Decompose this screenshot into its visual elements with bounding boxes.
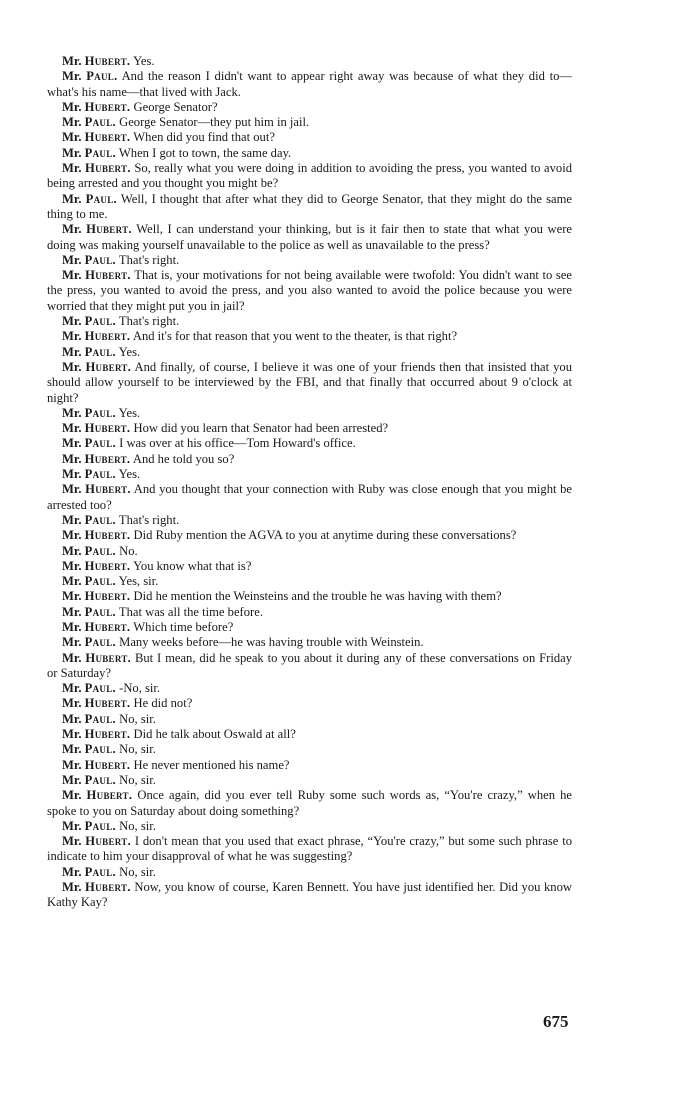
speaker-title: Mr.	[62, 528, 82, 543]
speech-text: Many weeks before—he was having trouble with Weinstein.	[119, 635, 424, 650]
speaker-title: Mr.	[62, 222, 82, 237]
speaker-name: Paul.	[84, 512, 116, 527]
speaker-title: Mr.	[62, 757, 82, 772]
speaker-name: Paul.	[84, 742, 116, 757]
testimony-paragraph	[47, 482, 572, 513]
testimony-paragraph	[47, 406, 572, 421]
speaker-title: Mr.	[62, 130, 82, 145]
testimony-paragraph	[47, 345, 572, 360]
testimony-paragraph	[47, 528, 572, 543]
testimony-paragraph	[47, 712, 572, 727]
testimony-paragraph	[47, 635, 572, 650]
speaker-name: Hubert.	[84, 329, 131, 344]
speaker-title: Mr.	[62, 772, 82, 787]
speaker-title: Mr.	[62, 834, 82, 849]
testimony-paragraph	[47, 865, 572, 880]
speaker-title: Mr.	[62, 314, 82, 329]
speaker-title: Mr.	[62, 742, 82, 757]
speaker-name: Hubert.	[86, 222, 132, 237]
speech-text: Yes.	[133, 54, 155, 68]
testimony-paragraph	[47, 314, 572, 329]
testimony-paragraph	[47, 758, 572, 773]
speech-text: And he told you so?	[132, 451, 235, 466]
speech-text: That's right.	[118, 512, 180, 527]
speaker-name: Paul.	[84, 115, 116, 130]
speech-text: That's right.	[118, 314, 180, 329]
speaker-title: Mr.	[62, 405, 82, 420]
speaker-name: Paul.	[84, 543, 116, 558]
speaker-name: Hubert.	[84, 757, 131, 772]
speaker-name: Paul.	[84, 864, 116, 879]
speaker-name: Hubert.	[84, 589, 131, 604]
speech-text: George Senator?	[133, 99, 218, 114]
speaker-title: Mr.	[62, 589, 82, 604]
speaker-title: Mr.	[62, 880, 82, 895]
speaker-name: Paul.	[84, 145, 116, 160]
speaker-title: Mr.	[62, 436, 82, 451]
testimony-paragraph	[47, 115, 572, 130]
speaker-title: Mr.	[62, 145, 82, 160]
testimony-paragraph	[47, 421, 572, 436]
speech-text: And it's for that reason that you went to the theater, is that right?	[132, 329, 458, 344]
testimony-paragraph	[47, 605, 572, 620]
speaker-title: Mr.	[62, 115, 82, 130]
speech-text: No, sir.	[119, 818, 156, 833]
speaker-title: Mr.	[62, 619, 82, 634]
testimony-paragraph	[47, 253, 572, 268]
testimony-paragraph	[47, 620, 572, 635]
testimony-paragraph	[47, 329, 572, 344]
speaker-name: Hubert.	[84, 727, 131, 742]
speaker-name: Paul.	[84, 711, 116, 726]
speech-text: No, sir.	[119, 742, 156, 757]
speech-text: Well, I thought that after what they did to George Senator, that they might do the same thing to me.	[47, 191, 572, 221]
speech-text: Well, I can understand your thinking, but is it fair then to state that what you were doing was making yourself unavailable to the police as well as unavailable to the press?	[47, 222, 573, 252]
testimony-paragraph	[47, 130, 572, 145]
speaker-title: Mr.	[62, 344, 82, 359]
speech-text: That is, your motivations for not being available were twofold: You didn't want to see the press, you wanted to avoid the press, and you also wanted to avoid the police because you were worried that they might put you in jail?	[47, 268, 572, 313]
speaker-title: Mr.	[62, 696, 82, 711]
speaker-name: Hubert.	[85, 268, 131, 283]
speaker-title: Mr.	[62, 329, 82, 344]
speaker-name: Hubert.	[84, 99, 131, 114]
speech-text: You know what that is?	[133, 558, 252, 573]
speech-text: I was over at his office—Tom Howard's office.	[119, 436, 356, 451]
testimony-paragraph	[47, 696, 572, 711]
speaker-name: Hubert.	[85, 482, 131, 497]
speech-text: That was all the time before.	[118, 604, 263, 619]
speech-text: And the reason I didn't want to appear right away was because of what they did to—what's his name—that lived with Jack.	[47, 69, 572, 99]
speech-text: How did you learn that Senator had been arrested?	[133, 421, 389, 436]
speech-text: Yes, sir.	[118, 574, 159, 589]
testimony-paragraph	[47, 544, 572, 559]
testimony-paragraph	[47, 574, 572, 589]
speech-text: So, really what you were doing in addition to avoiding the press, you wanted to avoid being arrested and you thought you might be?	[47, 161, 572, 191]
speech-text: Did he talk about Oswald at all?	[133, 727, 296, 742]
testimony-paragraph	[47, 727, 572, 742]
speaker-title: Mr.	[62, 818, 82, 833]
speaker-name: Hubert.	[84, 619, 131, 634]
speech-text: And you thought that your connection with Ruby was close enough that you might be arrested too?	[47, 482, 572, 512]
testimony-paragraph	[47, 69, 572, 100]
speaker-name: Hubert.	[84, 54, 131, 68]
speaker-title: Mr.	[62, 864, 82, 879]
testimony-paragraph	[47, 513, 572, 528]
speaker-title: Mr.	[62, 69, 82, 84]
speech-text: George Senator—they put him in jail.	[119, 115, 310, 130]
speech-text: Once again, did you ever tell Ruby some such words as, “You're crazy,” when he spoke to you on Saturday about doing something?	[47, 788, 572, 818]
testimony-paragraph	[47, 819, 572, 834]
speech-text: Did he mention the Weinsteins and the trouble he was having with them?	[133, 589, 502, 604]
speech-text: No, sir.	[119, 864, 156, 879]
speech-text: No, sir.	[119, 711, 156, 726]
testimony-paragraph	[47, 192, 572, 223]
speech-text: Yes.	[118, 344, 141, 359]
speaker-title: Mr.	[62, 451, 82, 466]
transcript-body	[47, 54, 572, 911]
speaker-title: Mr.	[62, 604, 82, 619]
speaker-title: Mr.	[62, 512, 82, 527]
speech-text: -No, sir.	[119, 681, 161, 696]
testimony-paragraph	[47, 880, 572, 911]
speech-text: No, sir.	[119, 772, 156, 787]
speaker-title: Mr.	[62, 161, 82, 176]
speaker-title: Mr.	[62, 681, 82, 696]
speaker-title: Mr.	[62, 727, 82, 742]
speech-text: Did Ruby mention the AGVA to you at anytime during these conversations?	[133, 528, 517, 543]
speaker-name: Paul.	[85, 191, 117, 206]
speaker-title: Mr.	[62, 543, 82, 558]
speaker-title: Mr.	[62, 54, 82, 68]
speech-text: He never mentioned his name?	[133, 757, 290, 772]
speech-text: And finally, of course, I believe it was one of your friends then that insisted that you should allow yourself to be interviewed by the FBI, and that finally that occurred about 9 o'clock at night?	[47, 359, 572, 405]
speaker-title: Mr.	[62, 788, 82, 803]
speech-text: When did you find that out?	[133, 130, 275, 145]
testimony-paragraph	[47, 834, 572, 865]
speaker-name: Hubert.	[84, 130, 131, 145]
speaker-name: Hubert.	[86, 788, 133, 803]
speaker-name: Paul.	[84, 314, 116, 329]
speech-text: Now, you know of course, Karen Bennett. You have just identified her. Did you know Kathy Kay?	[47, 880, 572, 910]
speaker-name: Paul.	[84, 436, 116, 451]
testimony-paragraph	[47, 161, 572, 192]
speaker-title: Mr.	[62, 650, 82, 665]
speaker-name: Paul.	[84, 681, 116, 696]
speech-text: But I mean, did he speak to you about it during any of these conversations on Friday or Saturday?	[47, 650, 573, 680]
testimony-paragraph	[47, 452, 572, 467]
speaker-name: Paul.	[84, 635, 116, 650]
speaker-title: Mr.	[62, 99, 82, 114]
page-number: 675	[543, 1012, 569, 1031]
speaker-title: Mr.	[62, 711, 82, 726]
speaker-name: Hubert.	[84, 528, 131, 543]
speaker-title: Mr.	[62, 635, 82, 650]
speaker-name: Paul.	[84, 818, 116, 833]
speaker-name: Hubert.	[84, 451, 131, 466]
testimony-paragraph	[47, 436, 572, 451]
speaker-name: Hubert.	[84, 696, 131, 711]
speech-text: That's right.	[118, 252, 180, 267]
speaker-title: Mr.	[62, 252, 82, 267]
speech-text: When I got to town, the same day.	[118, 145, 292, 160]
speaker-name: Hubert.	[84, 421, 131, 436]
speaker-name: Hubert.	[85, 161, 131, 176]
testimony-paragraph	[47, 54, 572, 69]
speaker-name: Paul.	[84, 772, 116, 787]
speaker-title: Mr.	[62, 558, 82, 573]
testimony-paragraph	[47, 360, 572, 406]
speaker-title: Mr.	[62, 467, 82, 482]
testimony-paragraph	[47, 773, 572, 788]
speech-text: Yes.	[118, 405, 141, 420]
speaker-title: Mr.	[62, 421, 82, 436]
speaker-name: Paul.	[84, 405, 116, 420]
speaker-name: Hubert.	[85, 834, 132, 849]
speech-text: Yes.	[118, 467, 141, 482]
speaker-title: Mr.	[62, 482, 82, 497]
speaker-name: Paul.	[84, 344, 116, 359]
speaker-title: Mr.	[62, 574, 82, 589]
testimony-paragraph	[47, 268, 572, 314]
testimony-paragraph	[47, 788, 572, 819]
testimony-paragraph	[47, 589, 572, 604]
testimony-paragraph	[47, 742, 572, 757]
speaker-name: Paul.	[84, 252, 116, 267]
testimony-paragraph	[47, 559, 572, 574]
speech-text: Which time before?	[133, 619, 234, 634]
speaker-name: Paul.	[86, 69, 118, 84]
speaker-title: Mr.	[62, 359, 82, 374]
testimony-paragraph	[47, 100, 572, 115]
speaker-name: Hubert.	[85, 880, 131, 895]
testimony-paragraph	[47, 467, 572, 482]
speaker-title: Mr.	[62, 268, 82, 283]
testimony-paragraph	[47, 651, 572, 682]
speaker-title: Mr.	[62, 191, 82, 206]
speaker-name: Paul.	[84, 467, 116, 482]
speaker-name: Paul.	[84, 574, 116, 589]
speaker-name: Hubert.	[84, 558, 131, 573]
speaker-name: Hubert.	[85, 359, 132, 374]
speaker-name: Paul.	[84, 604, 116, 619]
testimony-paragraph	[47, 222, 572, 253]
speaker-name: Hubert.	[85, 650, 132, 665]
speech-text: He did not?	[133, 696, 193, 711]
speech-text: I don't mean that you used that exact phrase, “You're crazy,” but some such phrase to indicate to him your disapproval of what he was suggesting?	[47, 834, 572, 864]
testimony-paragraph	[47, 146, 572, 161]
speech-text: No.	[119, 543, 138, 558]
testimony-paragraph	[47, 681, 572, 696]
